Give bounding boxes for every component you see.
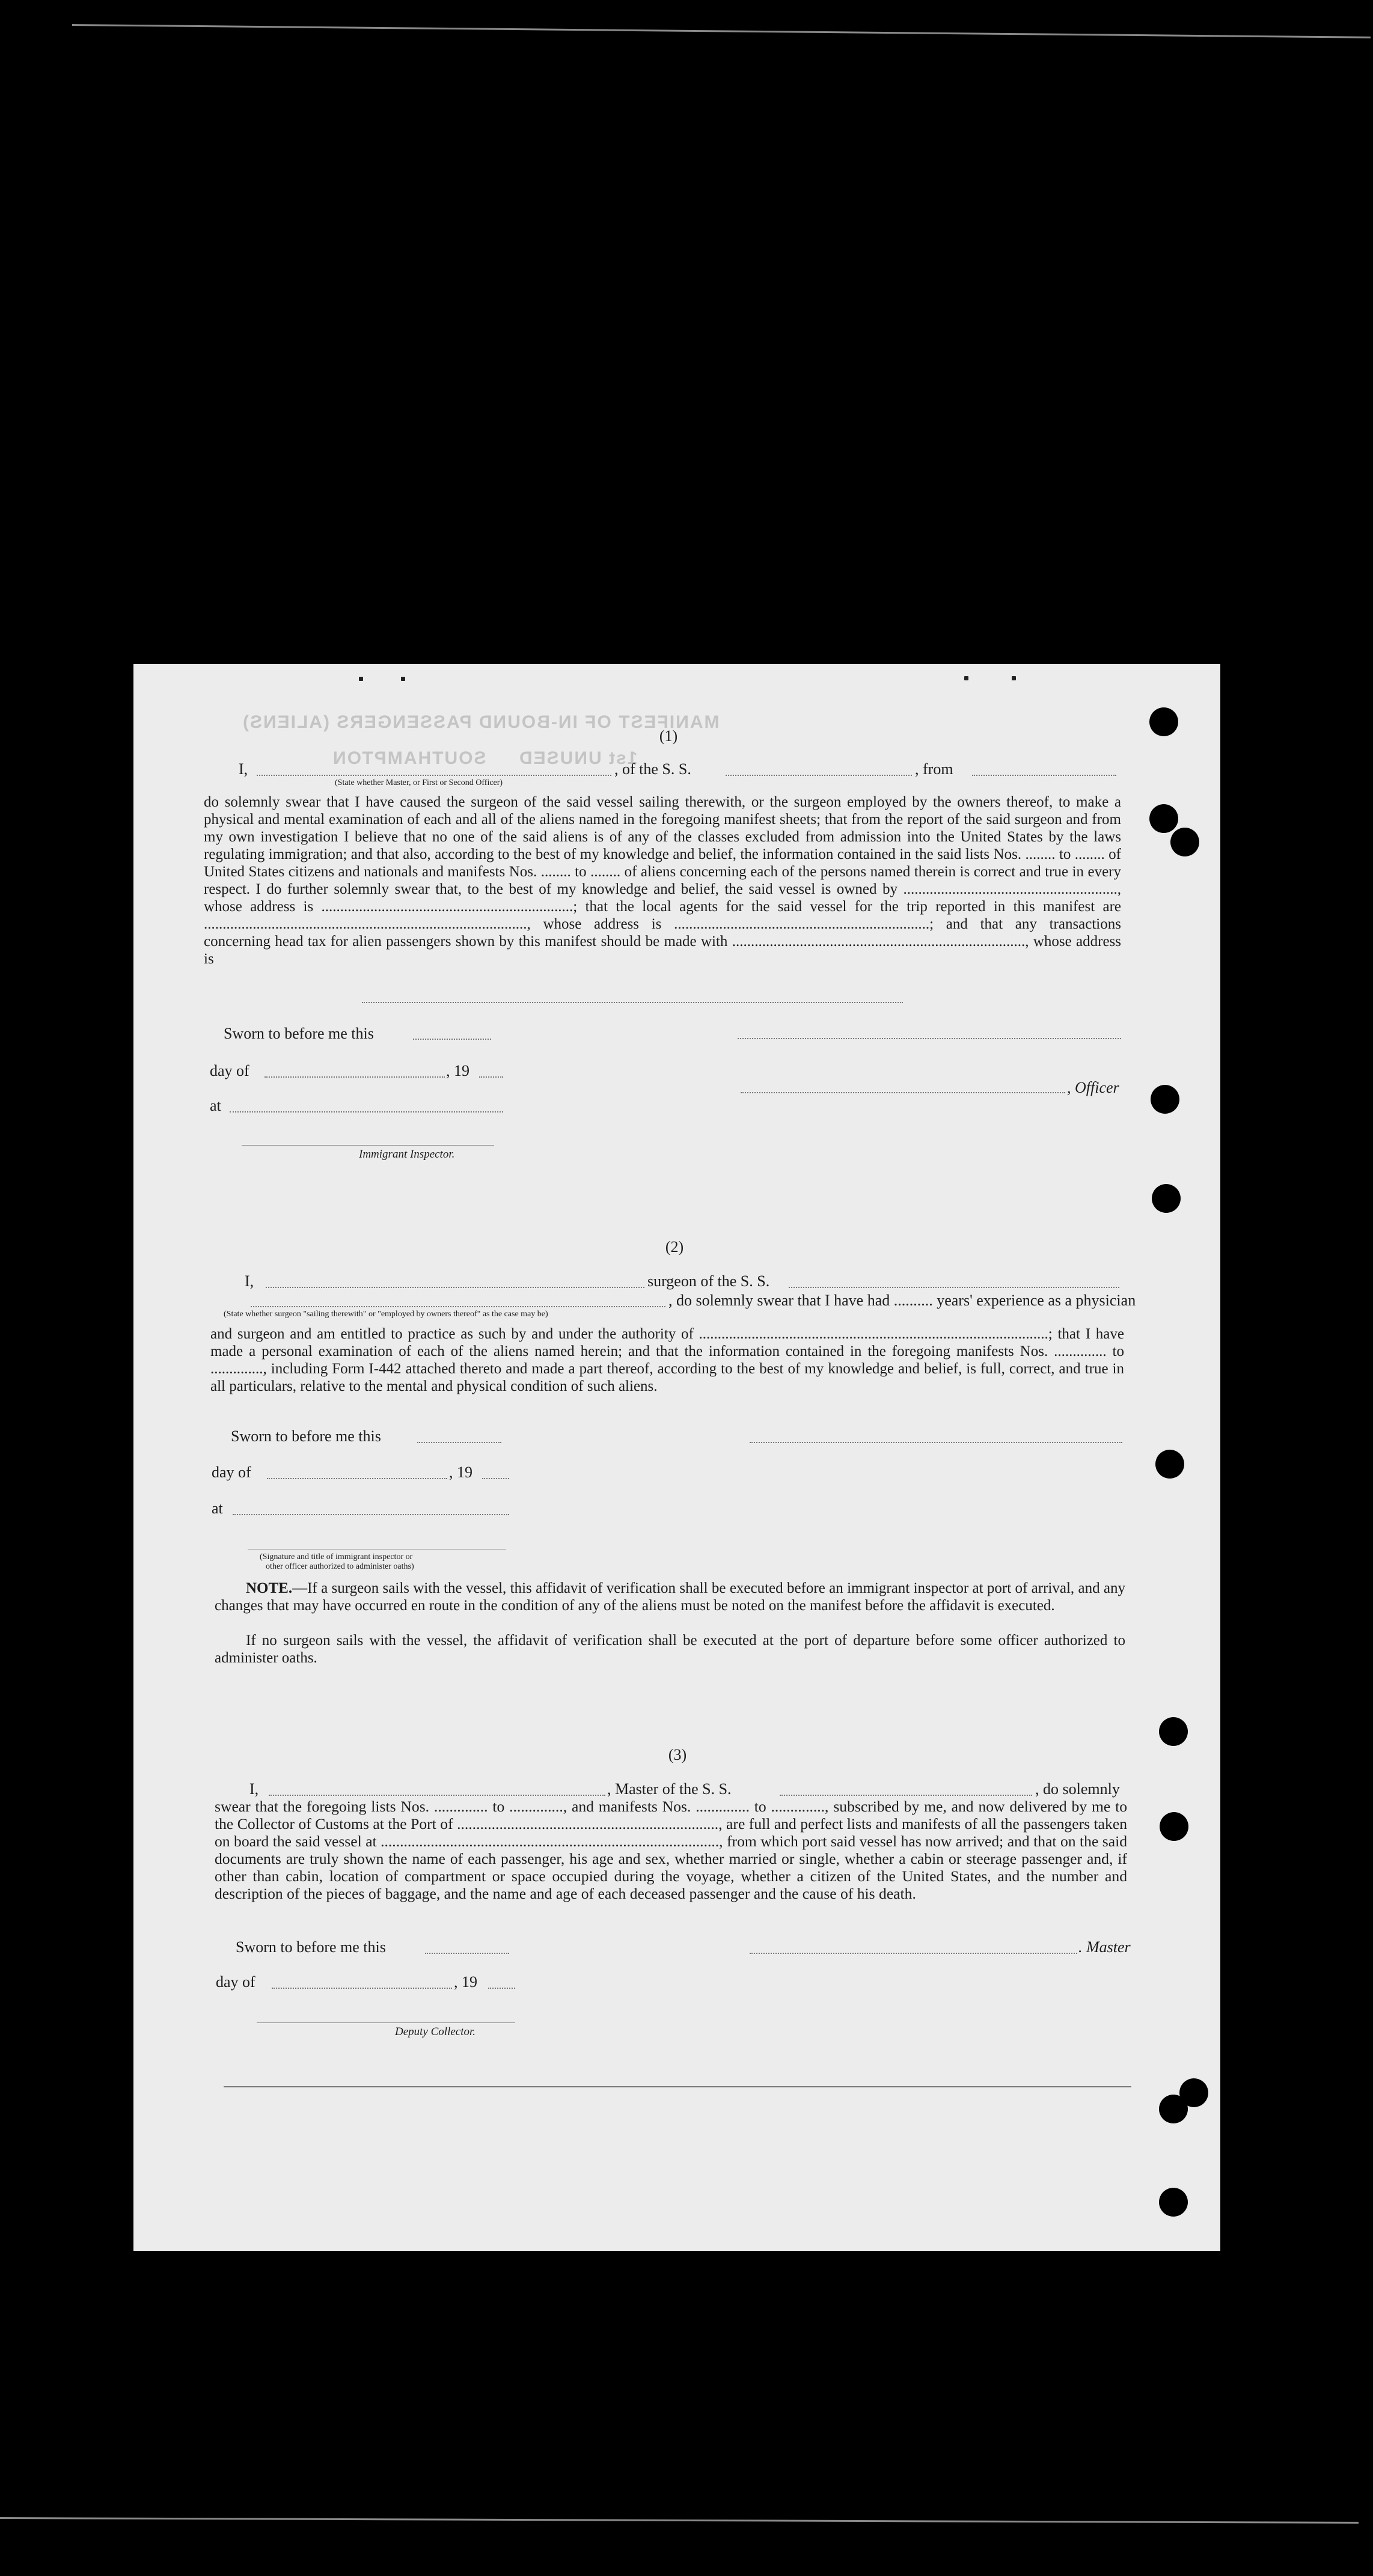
- s2-sworn-label: Sworn to before me this: [231, 1427, 381, 1445]
- s3-master-signature-field: [750, 1953, 1077, 1954]
- s2-surgeon-signature-field: [750, 1442, 1122, 1443]
- s2-surgeon-type-field: [251, 1306, 665, 1307]
- section-2-number: (2): [665, 1238, 684, 1256]
- s3-line1-i: I,: [249, 1780, 259, 1798]
- s1-line1-from: , from: [915, 760, 953, 778]
- s1-line1-i: I,: [239, 760, 248, 778]
- s2-line1-surgeon: surgeon of the S. S.: [647, 1272, 770, 1290]
- s2-note-label: NOTE.: [246, 1580, 293, 1596]
- s2-at-label: at: [212, 1500, 223, 1517]
- document-page: [133, 664, 1220, 2251]
- registration-mark: [401, 677, 405, 681]
- punch-hole: [1155, 1450, 1184, 1479]
- s1-day-of-label: day of: [210, 1062, 249, 1079]
- s3-master-label: . Master: [1078, 1938, 1131, 1956]
- s2-vessel-field: [789, 1287, 1119, 1288]
- s1-year-label: , 19: [446, 1062, 469, 1079]
- s1-oath-paragraph: do solemnly swear that I have caused the surgeon of the said vessel sailing therewith, or the surgeon employed by the owners thereof, to make a physical and mental examination of each and all of the aliens named in the foregoing manifest sheets; that from the report of the said surgeon and from my own investigation I believe that no one of the said aliens is of any of the classes excluded from admission into the United States by the laws regulating immigration; and that also, according to the best of my knowledge and belief, the information contained in the said lists Nos. ........ to ........ of United States citizens and nationals and manifests Nos. ........ to ........ of aliens concerning each of the persons named therein is correct and true in every respect. I do further solemnly swear that, to the best of my knowledge and belief, the said vessel is owned by ........................................................., whose address is ...................................................................; that the local agents for the said vessel for the trip reported in this manifest are ......................................................................................, whose address is ....................................................................; and that any transactions concerning head tax for alien passengers shown by this manifest should be made with .............................................................................., whose address is: [204, 794, 1121, 967]
- s2-line2: , do solemnly swear that I have had .......... years' experience as a physician: [668, 1292, 1136, 1309]
- s2-line2-caption: (State whether surgeon "sailing therewith" or "employed by owners thereof" as the case may be): [224, 1310, 548, 1319]
- s1-line1-of-ss: , of the S. S.: [614, 760, 691, 778]
- s1-inspector-caption: Immigrant Inspector.: [359, 1148, 455, 1161]
- s1-vessel-name-field: [726, 775, 912, 776]
- registration-mark: [359, 677, 363, 681]
- s1-owner-address-extra-line: [362, 1002, 903, 1003]
- s1-at-label: at: [210, 1097, 221, 1114]
- s2-line1-i: I,: [245, 1272, 254, 1290]
- s1-sworn-label: Sworn to before me this: [224, 1025, 374, 1042]
- punch-hole: [1159, 1717, 1188, 1746]
- s2-day-of-label: day of: [212, 1463, 251, 1481]
- s2-sworn-date-field: [417, 1442, 501, 1443]
- s2-day-field: [267, 1478, 447, 1479]
- s3-line1-master: , Master of the S. S.: [607, 1780, 732, 1798]
- s2-note-paragraph-2: If no surgeon sails with the vessel, the affidavit of verification shall be executed at the port of departure before some officer authorized to administer oaths.: [215, 1632, 1125, 1666]
- s1-sworn-date-field: [413, 1039, 491, 1040]
- s3-year-field: [488, 1988, 515, 1989]
- section-1-number: (1): [659, 727, 678, 745]
- s1-from-port-field: [972, 775, 1116, 776]
- bleed-through-text: 1st UNUSED: [518, 748, 638, 768]
- s3-sworn-date-field: [425, 1953, 509, 1954]
- s1-officer-name-field: [257, 775, 611, 776]
- s1-day-field: [265, 1076, 445, 1078]
- s3-vessel-field: [780, 1795, 1032, 1796]
- registration-mark: [964, 676, 968, 680]
- s2-sig-caption-2: other officer authorized to administer oaths): [266, 1562, 414, 1571]
- s1-line1-caption: (State whether Master, or First or Second Officer): [335, 778, 503, 787]
- scan-edge-bottom: [0, 2517, 1359, 2524]
- s3-line1-end: , do solemnly: [1035, 1780, 1120, 1798]
- s1-year-field: [479, 1076, 503, 1078]
- s2-at-field: [233, 1514, 509, 1515]
- s2-year-field: [482, 1478, 509, 1479]
- s2-note-paragraph: [215, 1579, 1125, 1614]
- s1-inspector-signature-line: [242, 1145, 494, 1146]
- punch-hole: [1149, 707, 1178, 736]
- s3-oath-paragraph: swear that the foregoing lists Nos. .............. to .............., and manifests Nos. .............. to .............., subscribed by me, and now delivered by me to the Collector of Customs at the Port of ...................................................................., are full and perfect lists and manifests of all the passengers taken on board the said vessel at ........................................................................................, from which port said vessel has now arrived; and that on the said documents are truly shown the name of each passenger, his age and sex, whether married or single, whether a cabin or steerage passenger and, if other than cabin, location of compartment or space occupied during the voyage, whether a citizen of the United States, and the number and description of the pieces of baggage, and the name and age of each deceased passenger and the cause of his death.: [215, 1798, 1127, 1902]
- punch-hole: [1170, 828, 1199, 856]
- s3-name-field: [269, 1795, 605, 1796]
- s1-officer-label: , Officer: [1067, 1079, 1119, 1096]
- punch-hole: [1159, 2188, 1188, 2217]
- s1-at-field: [230, 1111, 503, 1113]
- s2-name-field: [266, 1287, 644, 1288]
- bleed-through-text: SOUTHAMPTON: [332, 748, 486, 768]
- s3-collector-signature-line: [257, 2022, 515, 2023]
- s2-note-text: —If a surgeon sails with the vessel, this affidavit of verification shall be executed before an immigrant inspector at port of arrival, and any changes that may have occurred en route in the condition of any of the aliens must be noted on the manifest before the affidavit is executed.: [215, 1580, 1125, 1614]
- punch-hole: [1149, 804, 1178, 833]
- s3-sworn-label: Sworn to before me this: [236, 1938, 386, 1956]
- s2-year-label: , 19: [449, 1463, 472, 1481]
- punch-hole: [1152, 1184, 1181, 1213]
- registration-mark: [1012, 676, 1016, 680]
- s3-day-of-label: day of: [216, 1973, 255, 1991]
- punch-hole: [1151, 1085, 1179, 1114]
- s2-oath-paragraph: and surgeon and am entitled to practice as such by and under the authority of .............................................................................................; that I have made a personal examination of each of the aliens named herein; and that the information contained in the foregoing manifests Nos. .............. to .............., including Form I-442 attached thereto and made a part thereof, according to the best of my knowledge and belief, is full, correct, and true in all particulars, relative to the mental and physical condition of such aliens.: [210, 1326, 1124, 1394]
- punch-hole: [1179, 2078, 1208, 2107]
- section-3-number: (3): [668, 1746, 687, 1763]
- s2-sig-caption-1: (Signature and title of immigrant inspector or: [260, 1552, 413, 1561]
- punch-hole: [1160, 1812, 1188, 1841]
- bottom-rule: [224, 2086, 1131, 2087]
- scan-edge-top: [72, 24, 1371, 38]
- s3-year-label: , 19: [454, 1973, 477, 1991]
- s3-collector-caption: Deputy Collector.: [395, 2025, 476, 2038]
- s1-upper-sig-field: [738, 1038, 1121, 1039]
- bleed-through-text: MANIFEST OF IN-BOUND PASSENGERS (ALIENS): [242, 712, 720, 732]
- s1-officer-signature-field: [741, 1092, 1065, 1093]
- s3-day-field: [272, 1988, 452, 1989]
